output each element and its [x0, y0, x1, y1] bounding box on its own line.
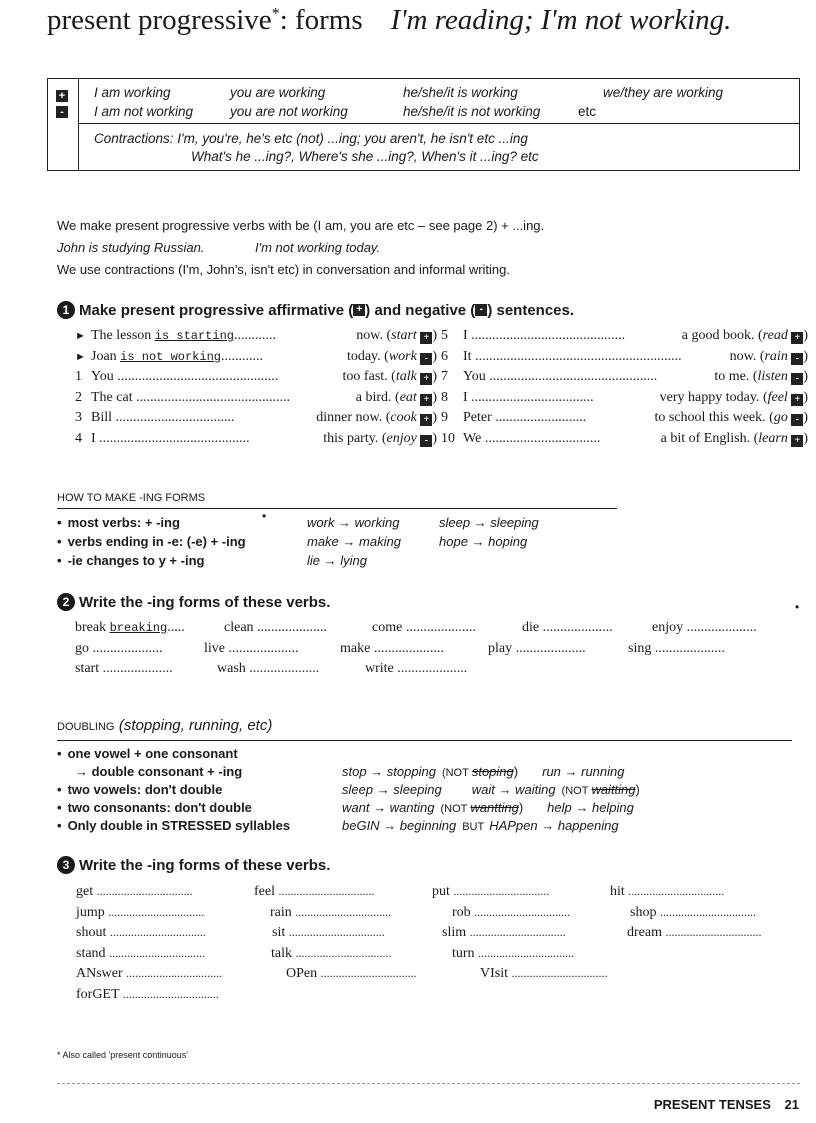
- item-rest: now.: [356, 328, 383, 343]
- bullet: •: [57, 818, 62, 833]
- item-end: to me. (listen - ): [714, 369, 808, 385]
- example-a: beGIN → beginning: [342, 818, 457, 833]
- item-rest: to me.: [714, 369, 750, 385]
- answer-blank: ............................................: [471, 328, 626, 343]
- item-rest: dinner now.: [316, 410, 383, 426]
- exercise-number-icon: 1: [57, 301, 75, 319]
- plus-icon: +: [791, 394, 803, 406]
- mark-dot: •: [262, 509, 267, 523]
- minus-icon: -: [56, 106, 68, 118]
- answer-blank: ....................: [654, 641, 725, 656]
- paren: ): [513, 764, 519, 779]
- not-label: (NOT: [561, 785, 589, 797]
- answer-blank: ....................: [92, 641, 163, 656]
- item-number: 3: [75, 410, 82, 426]
- item-subject: I: [91, 431, 96, 446]
- item-start: [75, 328, 276, 344]
- example-b: wait → waiting: [471, 782, 556, 797]
- item-subject: Joan: [91, 348, 117, 364]
- item-end: now. (rain - ): [729, 348, 808, 364]
- doubling-rule: [57, 782, 222, 797]
- item-subject: We: [463, 431, 482, 446]
- item-start: [441, 410, 586, 426]
- verb-item: [452, 946, 574, 962]
- verb-item: [76, 925, 206, 941]
- answer-blank: ................................: [453, 884, 550, 898]
- plus-icon: +: [791, 332, 803, 344]
- verb-item: [452, 905, 570, 921]
- item-start: [441, 369, 657, 385]
- exercise-1-title: 1 Make present progressive affirmative ( + ) and negative ( - ) sentences.: [57, 301, 574, 319]
- ing-rule-example: lie → lying: [307, 553, 367, 568]
- item-rest: to school this week.: [654, 410, 766, 426]
- footer-section: PRESENT TENSES: [653, 1097, 771, 1112]
- title-main: present progressive: [47, 4, 272, 36]
- wrong-form: waitting: [591, 782, 636, 797]
- verb-word: come: [372, 620, 403, 635]
- item-verb: eat: [399, 389, 417, 405]
- exercise-1-item: [441, 328, 808, 344]
- rule-text: verbs ending in -e: (-e) + -ing: [67, 534, 246, 549]
- plus-icon: +: [56, 90, 68, 102]
- verb-item: [628, 641, 725, 657]
- verb-word: sing: [628, 641, 652, 656]
- verb-word: live: [204, 641, 225, 656]
- example-b: HAPpen → happening: [489, 818, 619, 833]
- exercise-1-item: [441, 390, 808, 406]
- conj-neg-you: you are not working: [230, 104, 348, 119]
- doubling-example: [342, 782, 640, 797]
- verb-item: [610, 884, 724, 900]
- verb-word: put: [432, 884, 450, 899]
- verb-word: shout: [76, 925, 107, 940]
- not-label: (NOT: [441, 767, 469, 779]
- example-a: stop → stopping: [342, 764, 436, 779]
- item-subject: The lesson: [91, 328, 152, 343]
- verb-item: [76, 987, 219, 1003]
- item-verb: read: [762, 328, 788, 343]
- item-subject: The cat: [91, 389, 133, 405]
- rule-text: one vowel + one consonant: [67, 746, 238, 761]
- conj-neg-he: he/she/it is not working: [403, 104, 541, 119]
- minus-icon: -: [420, 435, 432, 447]
- answer-blank: ....................: [397, 661, 468, 676]
- exercise-1-item: [75, 349, 437, 365]
- conj-aff-he: he/she/it is working: [403, 85, 518, 100]
- answer-blank: ................................: [295, 905, 392, 919]
- verb-word: turn: [452, 946, 475, 961]
- doubling-example: [342, 800, 634, 815]
- exercise-number-icon: 2: [57, 593, 75, 611]
- answer-blank: ....................: [257, 620, 328, 635]
- verb-item: [75, 661, 173, 677]
- divider: [57, 740, 792, 741]
- verb-item: [254, 884, 374, 900]
- exercise-1-item: [441, 410, 808, 426]
- answer-blank: ................................: [628, 884, 725, 898]
- verb-item: [522, 620, 613, 636]
- item-start: [441, 390, 594, 406]
- answer-blank: ...........................................................: [475, 348, 682, 364]
- contractions-line-1: Contractions: I'm, you're, he's etc (not) ...ing; you aren't, he isn't etc ...ing: [94, 131, 528, 146]
- item-end: too fast. (talk + ): [342, 369, 437, 385]
- verb-item: [76, 946, 205, 962]
- answer-blank: ....................: [373, 641, 444, 656]
- doubling-rule: [75, 764, 242, 779]
- conjugation-table: [47, 78, 800, 171]
- verb-item: [75, 620, 185, 636]
- rule-text: → double consonant + -ing: [75, 764, 243, 779]
- bullet: •: [57, 782, 62, 797]
- answer-blank: ..........................: [495, 410, 587, 426]
- verb-item: [76, 884, 193, 900]
- item-number: 1: [75, 369, 82, 385]
- item-end: today. (work - ): [346, 348, 437, 364]
- handwritten-answer: is not working: [120, 349, 221, 364]
- answer-blank: ............: [221, 348, 263, 364]
- rule-text: two vowels: don't double: [67, 782, 223, 797]
- answer-blank: ................................: [478, 946, 575, 960]
- example-b: run → running: [542, 764, 625, 779]
- item-end: now. (start + ): [356, 328, 437, 343]
- verb-word: play: [488, 641, 513, 656]
- item-verb: listen: [757, 369, 788, 385]
- rule-text: Only double in STRESSED syllables: [67, 818, 291, 833]
- answer-blank: ................................: [126, 966, 223, 980]
- answer-blank: ................................: [295, 946, 392, 960]
- exercise-1-item: [75, 390, 437, 406]
- item-rest: very happy today.: [659, 389, 760, 405]
- wrong-form: wantting: [470, 800, 519, 815]
- verb-item: [630, 905, 756, 921]
- plus-icon: +: [353, 304, 365, 316]
- answer-blank: ..................................: [115, 410, 235, 426]
- exercise-number-icon: 3: [57, 856, 75, 874]
- ing-rule-example: work → working: [307, 515, 400, 530]
- divider: [57, 508, 617, 509]
- answer-blank: ................................: [665, 925, 762, 939]
- item-number: 9: [441, 410, 448, 426]
- intro-line-1: We make present progressive verbs with be (I am, you are etc – see page 2) + ...ing.: [57, 218, 545, 233]
- item-start: [441, 349, 682, 365]
- bullet: •: [57, 515, 62, 530]
- plus-icon: +: [420, 373, 432, 385]
- answer-blank: ................................................: [489, 369, 658, 385]
- mark-dot: •: [795, 600, 800, 614]
- answer-blank: ................................: [122, 987, 219, 1001]
- item-subject: It: [463, 348, 472, 364]
- footnote: * Also called 'present continuous': [57, 1050, 189, 1060]
- verb-item: [432, 884, 549, 900]
- plus-icon: +: [420, 414, 432, 426]
- minus-icon: -: [420, 353, 432, 365]
- exercise-1-item: [75, 410, 437, 426]
- title-examples: I'm reading; I'm not working.: [390, 4, 732, 36]
- page-title: [47, 4, 731, 37]
- item-number: ►: [75, 350, 86, 363]
- item-rest: a bird.: [355, 389, 392, 405]
- item-end: this party. (enjoy - ): [323, 431, 437, 446]
- bullet: •: [57, 553, 62, 568]
- answer-blank: ............................................: [136, 389, 291, 405]
- page-number: 21: [784, 1097, 799, 1112]
- conj-neg-etc: etc: [578, 104, 597, 119]
- answer-blank: .................................: [484, 431, 601, 446]
- ing-rule-example: hope → hoping: [439, 534, 528, 549]
- handwritten-answer: breaking: [109, 621, 168, 635]
- verb-word: ANswer: [76, 966, 123, 981]
- item-start: [75, 369, 278, 385]
- item-subject: You: [91, 369, 114, 385]
- verb-item: [480, 966, 608, 982]
- item-number: 8: [441, 389, 448, 405]
- exercise-1-item: [75, 431, 437, 447]
- verb-word: feel: [254, 884, 275, 899]
- item-rest: now.: [729, 348, 757, 364]
- item-start: [75, 431, 250, 447]
- not-label: (NOT: [440, 803, 468, 815]
- intro-example-2: I'm not working today.: [255, 240, 381, 255]
- verb-word: wash: [217, 661, 246, 676]
- verb-item: [442, 925, 566, 941]
- answer-blank: ................................: [109, 946, 206, 960]
- item-rest: this party.: [323, 431, 379, 446]
- title-forms: : forms: [279, 4, 363, 36]
- item-rest: a good book.: [681, 328, 755, 343]
- item-verb: cook: [390, 410, 417, 426]
- answer-blank: ....................: [686, 620, 757, 635]
- rule-text: two consonants: don't double: [67, 800, 252, 815]
- verb-item: [76, 905, 204, 921]
- verb-item: [340, 641, 444, 657]
- answer-blank: ....................: [515, 641, 586, 656]
- verb-word: write: [365, 661, 394, 676]
- plus-icon: +: [420, 332, 432, 344]
- answer-blank: ...........................................: [99, 431, 250, 446]
- verb-word: start: [75, 661, 100, 676]
- intro-line-3: We use contractions (I'm, John's, isn't etc) in conversation and informal writing.: [57, 262, 511, 277]
- conj-aff-you: you are working: [230, 85, 326, 100]
- ing-rule-label: [57, 553, 204, 568]
- bullet: •: [57, 800, 62, 815]
- item-verb: start: [391, 328, 417, 343]
- verb-word: die: [522, 620, 540, 635]
- answer-blank: ............: [233, 328, 276, 343]
- verb-item: [286, 966, 417, 982]
- answer-blank: ....................: [228, 641, 299, 656]
- doubling-rule: [57, 818, 290, 833]
- answer-blank: ................................: [288, 925, 385, 939]
- item-end: to school this week. (go - ): [654, 410, 808, 426]
- item-end: dinner now. (cook + ): [316, 410, 437, 426]
- exercise-2-title: 2 Write the -ing forms of these verbs.: [57, 593, 330, 611]
- handwritten-answer: is starting: [154, 329, 234, 343]
- paren: ): [518, 800, 524, 815]
- answer-blank: ................................: [511, 966, 608, 980]
- bullet: •: [57, 746, 62, 761]
- verb-item: [372, 620, 476, 636]
- plus-icon: +: [791, 435, 803, 447]
- verb-item: [75, 641, 163, 657]
- item-number: 10: [441, 431, 455, 446]
- contractions-line-2: What's he ...ing?, Where's she ...ing?, When's it ...ing? etc: [191, 149, 539, 164]
- item-verb: enjoy: [386, 431, 417, 446]
- item-verb: talk: [395, 369, 417, 385]
- conj-aff-we: we/they are working: [603, 85, 724, 100]
- verb-item: [76, 966, 222, 982]
- answer-blank: ....................: [249, 661, 320, 676]
- intro-example-1: John is studying Russian.: [57, 240, 205, 255]
- answer-blank: ................................: [659, 905, 756, 919]
- ing-rule-example: make → making: [307, 534, 401, 549]
- verb-word: clean: [224, 620, 254, 635]
- answer-blank: ................................: [278, 884, 375, 898]
- doubling-example: [342, 818, 619, 833]
- wrong-form: stoping: [471, 764, 514, 779]
- verb-word: VIsit: [480, 966, 508, 981]
- item-start: [75, 410, 235, 426]
- item-end: very happy today. (feel + ): [659, 389, 808, 405]
- item-end: a bit of English. (learn + ): [660, 431, 808, 446]
- verb-word: rob: [452, 905, 471, 920]
- item-subject: I: [463, 328, 468, 343]
- answer-blank: ................................: [109, 925, 206, 939]
- verb-word: dream: [627, 925, 662, 940]
- verb-item: [217, 661, 319, 677]
- verb-word: go: [75, 641, 89, 656]
- example-a: want → wanting: [342, 800, 435, 815]
- verb-item: [652, 620, 757, 636]
- exercise-1-item: [75, 328, 437, 344]
- but-label: BUT: [462, 821, 485, 833]
- item-subject: Bill: [91, 410, 113, 426]
- minus-icon: -: [791, 353, 803, 365]
- verb-item: [271, 946, 392, 962]
- verb-word: forGET: [76, 987, 120, 1002]
- answer-blank: ..............................................: [117, 369, 279, 385]
- ing-rule-label: [57, 515, 180, 530]
- item-subject: I: [463, 389, 468, 405]
- exercise-1-item: [75, 369, 437, 385]
- item-verb: feel: [767, 389, 788, 405]
- title-asterisk: *: [271, 5, 280, 23]
- verb-item: [204, 641, 299, 657]
- item-number: ►: [75, 330, 86, 342]
- answer-blank: ................................: [108, 905, 205, 919]
- minus-icon: -: [791, 373, 803, 385]
- exercise-1-item: [441, 369, 808, 385]
- answer-blank: ................................: [96, 884, 193, 898]
- answer-blank: ................................: [474, 905, 571, 919]
- answer-blank: ....................: [102, 661, 173, 676]
- ing-forms-heading: HOW TO MAKE -ING FORMS: [57, 492, 206, 504]
- doubling-example: [342, 764, 625, 779]
- item-start: [441, 431, 600, 447]
- answer-blank: ...................................: [471, 389, 594, 405]
- minus-icon: -: [475, 304, 487, 316]
- verb-item: [488, 641, 586, 657]
- exercise-1-item: [441, 431, 808, 447]
- item-verb: work: [388, 348, 417, 364]
- item-verb: rain: [764, 348, 788, 364]
- answer-blank: .....: [167, 620, 185, 635]
- verb-word: slim: [442, 925, 467, 940]
- verb-word: get: [76, 884, 94, 899]
- item-rest: today.: [346, 348, 381, 364]
- verb-item: [365, 661, 467, 677]
- verb-item: [270, 905, 391, 921]
- conj-neg-i: I am not working: [94, 104, 194, 119]
- item-subject: Peter: [463, 410, 492, 426]
- ing-rule-example: sleep → sleeping: [439, 515, 539, 530]
- example-b: help → helping: [547, 800, 634, 815]
- verb-item: [224, 620, 327, 636]
- conj-aff-i: I am working: [94, 85, 171, 100]
- doubling-rule: [57, 800, 252, 815]
- item-start: [441, 328, 625, 344]
- verb-item: [627, 925, 761, 941]
- item-start: [75, 390, 290, 406]
- exercise-3-title: 3 Write the -ing forms of these verbs.: [57, 856, 330, 874]
- verb-word: make: [340, 641, 371, 656]
- item-number: 7: [441, 369, 448, 385]
- item-number: 6: [441, 348, 448, 364]
- verb-word: shop: [630, 905, 657, 920]
- answer-blank: ................................: [469, 925, 566, 939]
- item-end: a bird. (eat + ): [355, 389, 437, 405]
- verb-word: rain: [270, 905, 292, 920]
- item-start: [75, 349, 263, 365]
- item-subject: You: [463, 369, 486, 385]
- answer-blank: ....................: [405, 620, 476, 635]
- verb-item: [272, 925, 385, 941]
- answer-blank: ................................: [320, 966, 417, 980]
- verb-word: talk: [271, 946, 292, 961]
- example-a: sleep → sleeping: [342, 782, 442, 797]
- item-rest: a bit of English.: [660, 431, 751, 446]
- verb-word: break: [75, 620, 107, 635]
- answer-blank: ....................: [542, 620, 613, 635]
- item-verb: go: [773, 410, 788, 426]
- ing-rule-label: [57, 534, 246, 549]
- item-end: a good book. (read + ): [681, 328, 808, 343]
- exercise-1-item: [441, 349, 808, 365]
- rule-text: most verbs: + -ing: [67, 515, 180, 530]
- doubling-rule: [57, 746, 238, 761]
- verb-word: stand: [76, 946, 106, 961]
- item-number: 2: [75, 389, 82, 405]
- item-number: 4: [75, 431, 82, 446]
- item-verb: learn: [758, 431, 788, 446]
- minus-icon: -: [791, 414, 803, 426]
- item-rest: too fast.: [342, 369, 388, 385]
- verb-word: sit: [272, 925, 286, 940]
- bullet: •: [57, 534, 62, 549]
- rule-text: -ie changes to y + -ing: [67, 553, 205, 568]
- verb-word: hit: [610, 884, 625, 899]
- doubling-heading: DOUBLING (stopping, running, etc): [57, 717, 273, 734]
- verb-word: jump: [76, 905, 105, 920]
- page-footer: [654, 1097, 799, 1112]
- item-number: 5: [441, 328, 448, 343]
- plus-icon: +: [420, 394, 432, 406]
- paren: ): [635, 782, 640, 797]
- verb-word: enjoy: [652, 620, 684, 635]
- verb-word: OPen: [286, 966, 318, 981]
- footer-divider: [57, 1083, 800, 1084]
